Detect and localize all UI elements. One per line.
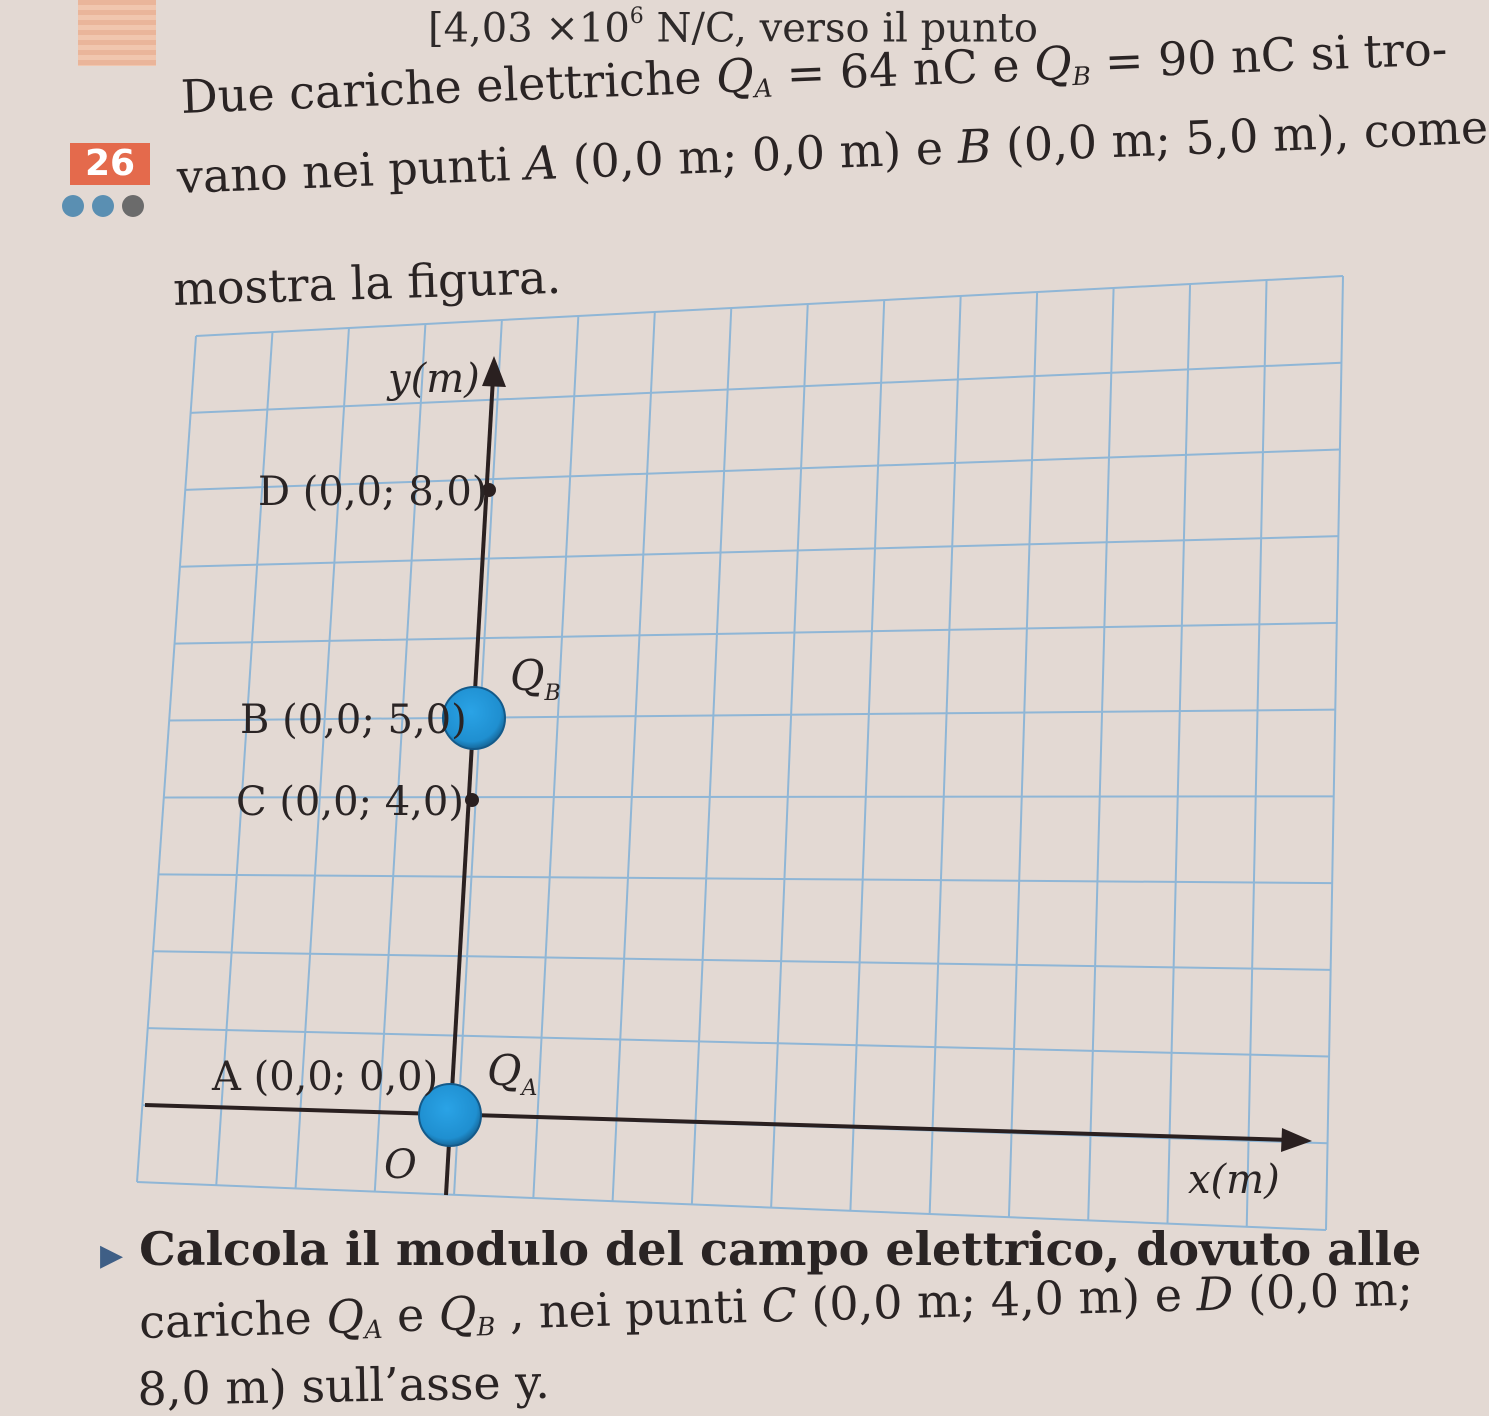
grid-line-vertical <box>692 308 731 1204</box>
y-axis-label: y(m) <box>388 356 480 402</box>
origin-label: O <box>384 1142 417 1188</box>
grid-line-vertical <box>1247 280 1267 1227</box>
y-axis-arrowhead <box>482 356 506 387</box>
x-axis <box>145 1105 1290 1140</box>
charge-b-label: $Q_B$ <box>510 651 561 706</box>
exercise-text-line-1: Due cariche elettriche $Q_A = 64$ nC e $Q_B = 90$ nC si tro- <box>179 21 1449 125</box>
question-line-2: cariche $Q_A$ e $Q_B$ , nei punti C (0,0 m; 4,0 m) e D (0,0 m; <box>138 1261 1414 1350</box>
charge-a-label: $Q_A$ <box>487 1046 538 1101</box>
grid-line-vertical <box>613 312 655 1201</box>
point-c-label: C (0,0; 4,0) <box>236 779 464 825</box>
grid-line-horizontal <box>175 623 1337 644</box>
grid-line-horizontal <box>196 276 1343 336</box>
grid-line-horizontal <box>191 363 1342 413</box>
grid-line-vertical <box>1088 288 1113 1220</box>
exercise-text-line-2: vano nei punti A (0,0 m; 0,0 m) e B (0,0 m; 5,0 m), come <box>175 99 1489 204</box>
x-axis-arrowhead <box>1281 1128 1312 1152</box>
grid-line-vertical <box>137 336 196 1182</box>
point-a-label: A (0,0; 0,0) <box>212 1054 439 1100</box>
point-c-marker <box>465 793 479 807</box>
grid-line-horizontal <box>153 951 1331 970</box>
grid-line-vertical <box>850 300 884 1211</box>
grid-line-vertical <box>1167 284 1190 1224</box>
previous-answer: [$4,03 \times 10^6$ N/C, verso il punto <box>428 4 1038 52</box>
grid-line-vertical <box>533 316 578 1198</box>
grid-line-horizontal <box>180 536 1338 567</box>
point-d-label: D (0,0; 8,0) <box>258 469 488 515</box>
question-line-3: 8,0 m) sull’asse y. <box>137 1354 551 1416</box>
question-line-1: ▶ Calcola il modulo del campo elettrico, dovuto alle <box>100 1222 1422 1276</box>
exercise-text-line-3: mostra la figura. <box>172 249 562 316</box>
grid-line-horizontal <box>158 874 1332 883</box>
grid-line-horizontal <box>148 1028 1329 1056</box>
bullet-arrow-icon: ▶ <box>100 1238 124 1273</box>
exercise-number-badge: 26 <box>70 143 150 185</box>
point-b-label: B (0,0; 5,0) <box>240 697 467 743</box>
grid-line-vertical <box>1326 276 1343 1230</box>
grid-line-vertical <box>930 296 961 1214</box>
x-axis-label: x(m) <box>1188 1157 1280 1203</box>
grid-line-vertical <box>771 304 808 1208</box>
grid-line-vertical <box>1009 292 1037 1217</box>
